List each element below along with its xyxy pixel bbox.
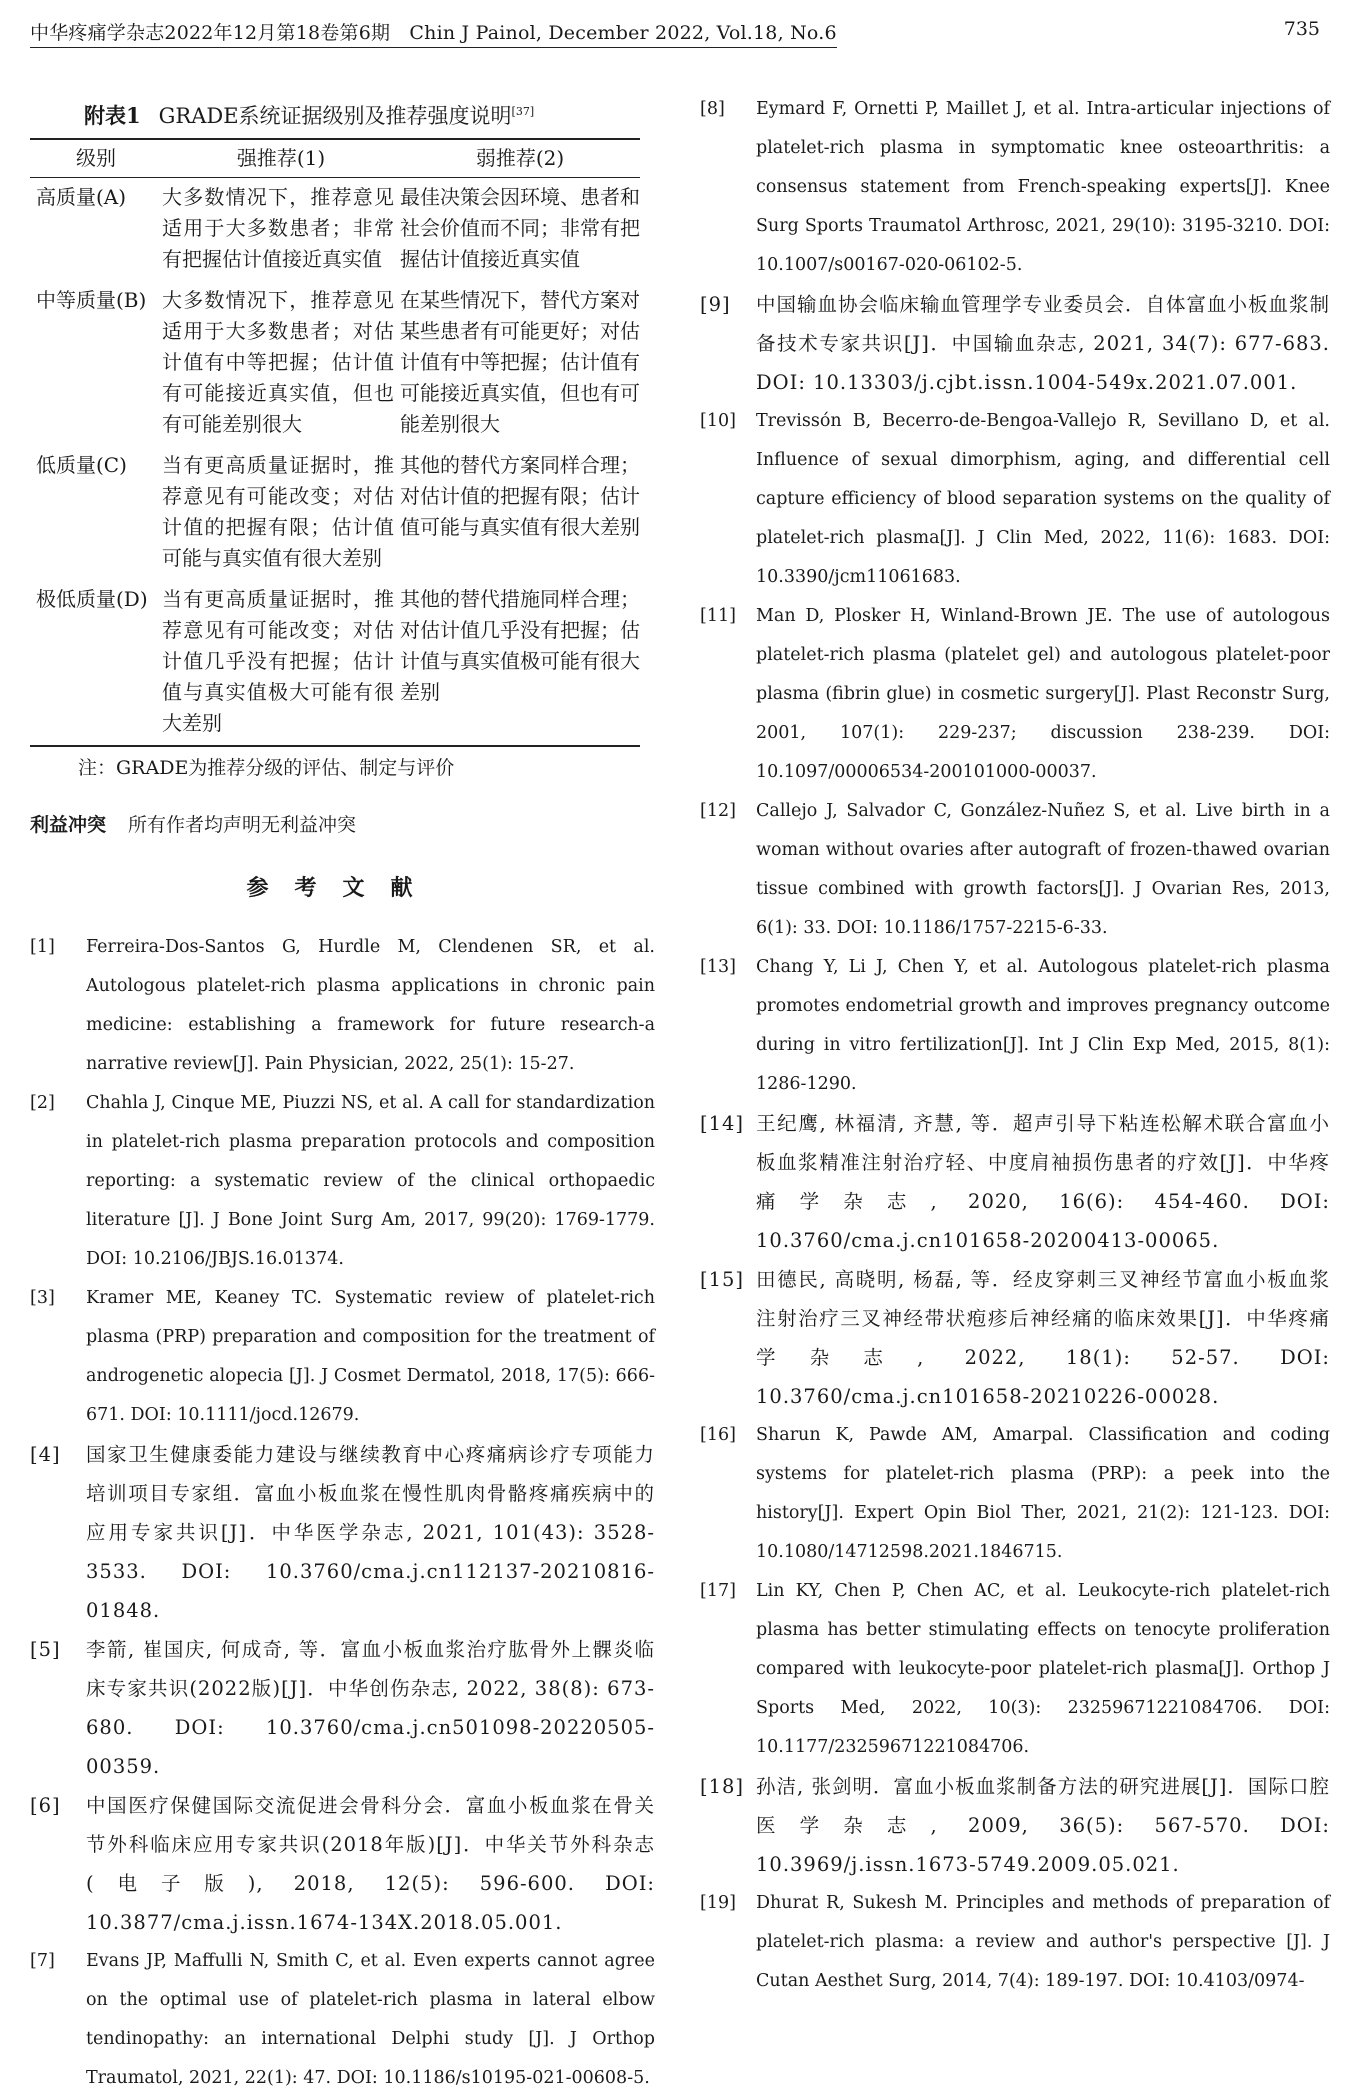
reference-text: 孙洁, 张剑明．富血小板血浆制备方法的研究进展[J]．国际口腔医学杂志, 2009, 36(5): 567-570. DOI: 10.3969/j.issn.1673-5749.2009.05.021. <box>756 1775 1330 1876</box>
table-caption-text: GRADE系统证据级别及推荐强度说明 <box>158 104 512 128</box>
reference-number: [7] <box>30 1951 55 1971</box>
reference-text: Ferreira-Dos-Santos G, Hurdle M, Clendenen SR, et al. Autologous platelet-rich plasma applications in chronic pain medicine: establishing a framework for future research-a narrative review[J]. Pain Physician, 2022, 25(1): 15-27. <box>86 937 655 1074</box>
reference-item <box>700 1572 1330 1767</box>
reference-item <box>700 792 1330 948</box>
reference-item <box>30 1279 655 1435</box>
reference-text: 国家卫生健康委能力建设与继续教育中心疼痛病诊疗专项能力培训项目专家组．富血小板血浆在慢性肌肉骨骼疼痛疾病中的应用专家共识[J]．中华医学杂志, 2021, 101(43): 3528-3533. DOI: 10.3760/cma.j.cn112137-20210816-01848. <box>86 1443 655 1622</box>
reference-number: [4] <box>30 1443 61 1466</box>
left-column <box>30 100 655 2098</box>
conflict-of-interest <box>30 810 655 837</box>
reference-text: Man D, Plosker H, Winland-Brown JE. The use of autologous platelet-rich plasma (platelet gel) and autologous platelet-poor plasma (fibrin glue) in cosmetic surgery[J]. Plast Reconstr Surg, 2001, 107(1): 229-237; discussion 238-239. DOI: 10.1097/00006534-200101000-00037. <box>756 606 1330 782</box>
reference-number: [19] <box>700 1893 736 1913</box>
header-strong: 强推荐(1) <box>236 146 326 170</box>
reference-number: [8] <box>700 99 725 119</box>
table-note: 注：GRADE为推荐分级的评估、制定与评价 <box>78 757 455 779</box>
reference-text: 王纪鹰, 林福清, 齐慧, 等．超声引导下粘连松解术联合富血小板血浆精准注射治疗轻、中度肩袖损伤患者的疗效[J]．中华疼痛学杂志, 2020, 16(6): 454-460. DOI: 10.3760/cma.j.cn101658-20200413-00065. <box>756 1112 1330 1252</box>
reference-item <box>700 285 1330 402</box>
table-row <box>30 446 640 580</box>
table-header-row <box>30 139 640 178</box>
cell-level: 极低质量(D) <box>36 587 148 611</box>
cell-level: 中等质量(B) <box>36 288 147 312</box>
reference-text: Chahla J, Cinque ME, Piuzzi NS, et al. A call for standardization in platelet-rich plasma preparation protocols and composition reporting: a systematic review of the clinical orthopaedic literature [J]. J Bone Joint Surg Am, 2017, 99(20): 1769-1779. DOI: 10.2106/JBJS.16.01374. <box>86 1093 655 1269</box>
running-header <box>30 14 1320 48</box>
table-caption-ref: [37] <box>511 105 535 118</box>
reference-item <box>700 1260 1330 1416</box>
table-caption-label: 附表1 <box>84 103 141 128</box>
reference-number: [10] <box>700 411 736 431</box>
table-row <box>30 281 640 446</box>
reference-number: [9] <box>700 293 731 316</box>
reference-item <box>30 1435 655 1630</box>
reference-item <box>30 1786 655 1942</box>
reference-text: 田德民, 高晓明, 杨磊, 等．经皮穿刺三叉神经节富血小板血浆注射治疗三叉神经带状疱疹后神经痛的临床效果[J]．中华疼痛学杂志, 2022, 18(1): 52-57. DOI: 10.3760/cma.j.cn101658-20210226-00028. <box>756 1268 1330 1408</box>
cell-strong: 大多数情况下，推荐意见适用于大多数患者；对估计值有中等把握；估计值有可能接近真实值，但也有可能差别很大 <box>162 288 394 436</box>
reference-number: [5] <box>30 1638 61 1661</box>
reference-number: [6] <box>30 1794 61 1817</box>
reference-item <box>700 402 1330 597</box>
reference-text: 中国医疗保健国际交流促进会骨科分会．富血小板血浆在骨关节外科临床应用专家共识(2018年版)[J]．中华关节外科杂志(电子版), 2018, 12(5): 596-600. DOI: 10.3877/cma.j.issn.1674-134X.2018.05.001. <box>86 1794 655 1934</box>
table-row <box>30 178 640 282</box>
reference-item <box>30 1084 655 1279</box>
reference-text: Chang Y, Li J, Chen Y, et al. Autologous platelet-rich plasma promotes endometrial growth and improves pregnancy outcome during in vitro fertilization[J]. Int J Clin Exp Med, 2015, 8(1): 1286-1290. <box>756 957 1330 1094</box>
references-title: 参考文献 <box>246 875 439 901</box>
reference-item <box>700 948 1330 1104</box>
cell-weak: 其他的替代措施同样合理；对估计值几乎没有把握；估计值与真实值极可能有很大差别 <box>400 587 640 704</box>
reference-text: Trevissón B, Becerro-de-Bengoa-Vallejo R, Sevillano D, et al. Influence of sexual dimorphism, aging, and differential cell capture efficiency of blood separation systems on the quality of platelet-rich plasma[J]. J Clin Med, 2022, 11(6): 1683. DOI: 10.3390/jcm11061683. <box>756 411 1330 587</box>
cell-weak: 其他的替代方案同样合理；对估计值的把握有限；估计值可能与真实值有很大差别 <box>400 453 640 539</box>
reference-text: Lin KY, Chen P, Chen AC, et al. Leukocyte-rich platelet-rich plasma has better stimulating effects on tenocyte proliferation compared with leukocyte-poor platelet-rich plasma[J]. Orthop J Sports Med, 2022, 10(3): 23259671221084706. DOI: 10.1177/23259671221084706. <box>756 1581 1330 1757</box>
reference-text: Callejo J, Salvador C, González-Nuñez S, et al. Live birth in a woman without ovaries after autograft of frozen-thawed ovarian tissue combined with growth factors[J]. J Ovarian Res, 2013, 6(1): 33. DOI: 10.1186/1757-2215-6-33. <box>756 801 1330 938</box>
reference-item <box>700 1104 1330 1260</box>
right-column <box>700 90 1330 2001</box>
reference-item <box>700 1884 1330 2001</box>
reference-item <box>700 1416 1330 1572</box>
reference-number: [12] <box>700 801 736 821</box>
reference-item <box>30 1630 655 1786</box>
cell-level: 高质量(A) <box>36 185 127 209</box>
cell-level: 低质量(C) <box>36 453 127 477</box>
header-weak: 弱推荐(2) <box>475 146 565 170</box>
reference-text: Sharun K, Pawde AM, Amarpal. Classification and coding systems for platelet-rich plasma (PRP): a peek into the history[J]. Expert Opin Biol Ther, 2021, 21(2): 121-123. DOI: 10.1080/14712598.2021.1846715. <box>756 1425 1330 1562</box>
reference-number: [17] <box>700 1581 736 1601</box>
reference-number: [3] <box>30 1288 55 1308</box>
page-number: 735 <box>1283 18 1320 40</box>
reference-number: [18] <box>700 1775 745 1798</box>
reference-item <box>30 928 655 1084</box>
reference-number: [13] <box>700 957 736 977</box>
reference-number: [15] <box>700 1268 745 1291</box>
cell-weak: 最佳决策会因环境、患者和社会价值而不同；非常有把握估计值接近真实值 <box>400 185 640 271</box>
reference-number: [16] <box>700 1425 736 1445</box>
reference-text: Eymard F, Ornetti P, Maillet J, et al. Intra-articular injections of platelet-rich plasma in symptomatic knee osteoarthritis: a consensus statement from French-speaking experts[J]. Knee Surg Sports Traumatol Arthrosc, 2021, 29(10): 3195-3210. DOI: 10.1007/s00167-020-06102-5. <box>756 99 1330 275</box>
reference-item <box>700 1767 1330 1884</box>
reference-text: 李箭, 崔国庆, 何成奇, 等．富血小板血浆治疗肱骨外上髁炎临床专家共识(2022版)[J]．中华创伤杂志, 2022, 38(8): 673-680. DOI: 10.3760/cma.j.cn501098-20220505-00359. <box>86 1638 655 1778</box>
header-level: 级别 <box>76 146 116 170</box>
conflict-text: 所有作者均声明无利益冲突 <box>128 814 357 836</box>
reference-item <box>30 1942 655 2098</box>
reference-number: [2] <box>30 1093 55 1113</box>
reference-text: Evans JP, Maffulli N, Smith C, et al. Even experts cannot agree on the optimal use of platelet-rich plasma in lateral elbow tendinopathy: an international Delphi study [J]. J Orthop Traumatol, 2021, 22(1): 47. DOI: 10.1186/s10195-021-00608-5. <box>86 1951 655 2088</box>
reference-text: Kramer ME, Keaney TC. Systematic review of platelet-rich plasma (PRP) preparation and composition for the treatment of androgenetic alopecia [J]. J Cosmet Dermatol, 2018, 17(5): 666-671. DOI: 10.1111/jocd.12679. <box>86 1288 655 1425</box>
reference-item <box>700 597 1330 792</box>
journal-header: 中华疼痛学杂志2022年12月第18卷第6期 Chin J Painol, December 2022, Vol.18, No.6 <box>30 18 837 48</box>
cell-strong: 大多数情况下，推荐意见适用于大多数患者；非常有把握估计值接近真实值 <box>162 185 394 271</box>
cell-strong: 当有更高质量证据时，推荐意见有可能改变；对估计值的把握有限；估计值可能与真实值有很大差别 <box>162 453 394 570</box>
grade-table <box>30 138 640 747</box>
reference-number: [14] <box>700 1112 745 1135</box>
cell-strong: 当有更高质量证据时，推荐意见有可能改变；对估计值几乎没有把握；估计值与真实值极大可能有很大差别 <box>162 587 394 735</box>
reference-text: Dhurat R, Sukesh M. Principles and methods of preparation of platelet-rich plasma: a review and author's perspective [J]. J Cutan Aesthet Surg, 2014, 7(4): 189-197. DOI: 10.4103/0974- <box>756 1893 1330 1991</box>
reference-number: [1] <box>30 937 55 957</box>
reference-item <box>700 90 1330 285</box>
table-row <box>30 580 640 746</box>
conflict-label: 利益冲突 <box>30 814 107 836</box>
reference-text: 中国输血协会临床输血管理学专业委员会．自体富血小板血浆制备技术专家共识[J]．中国输血杂志, 2021, 34(7): 677-683. DOI: 10.13303/j.cjbt.issn.1004-549x.2021.07.001. <box>756 293 1331 394</box>
cell-weak: 在某些情况下，替代方案对某些患者有可能更好；对估计值有中等把握；估计值有可能接近真实值，但也有可能差别很大 <box>400 288 640 436</box>
table-caption <box>30 100 655 130</box>
reference-number: [11] <box>700 606 736 626</box>
